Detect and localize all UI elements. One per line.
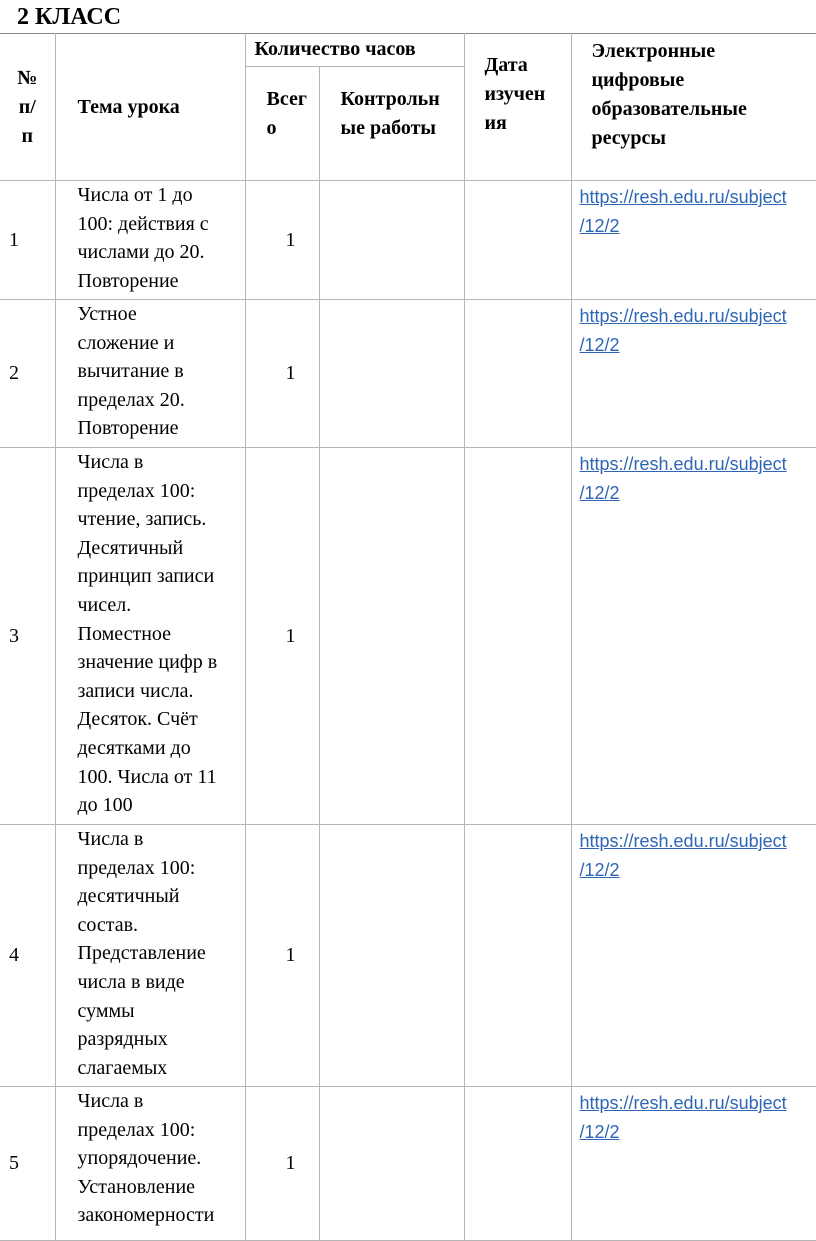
row-total-hours: 1 bbox=[245, 448, 319, 825]
row-resource bbox=[571, 1087, 816, 1241]
header-total-hours: Всег о bbox=[245, 67, 319, 181]
resource-link-line[interactable]: /12/2 bbox=[580, 331, 816, 360]
table-row bbox=[0, 300, 816, 448]
row-resource bbox=[571, 181, 816, 300]
row-topic: Числа в пределах 100: десятичный состав. Представление числа в виде суммы разрядных слагаемых bbox=[55, 825, 245, 1087]
row-total-hours: 1 bbox=[245, 825, 319, 1087]
row-date bbox=[464, 1087, 571, 1241]
row-resource bbox=[571, 825, 816, 1087]
row-number: 5 bbox=[0, 1087, 55, 1241]
row-resource bbox=[571, 300, 816, 448]
resource-link-line[interactable]: /12/2 bbox=[580, 856, 816, 885]
table-row bbox=[0, 825, 816, 1087]
header-number: № п/ п bbox=[0, 34, 55, 181]
row-control-works bbox=[319, 825, 464, 1087]
row-control-works bbox=[319, 300, 464, 448]
resource-link-line[interactable]: https://resh.edu.ru/subject bbox=[580, 1089, 816, 1118]
resource-link-line[interactable]: https://resh.edu.ru/subject bbox=[580, 827, 816, 856]
header-date: Дата изучен ия bbox=[464, 34, 571, 181]
row-number: 4 bbox=[0, 825, 55, 1087]
resource-link-line[interactable]: https://resh.edu.ru/subject bbox=[580, 450, 816, 479]
row-date bbox=[464, 181, 571, 300]
row-topic: Числа в пределах 100: чтение, запись. Десятичный принцип записи чисел. Поместное значение цифр в записи числа. Десяток. Счёт десятками до 100. Числа от 11 до 100 bbox=[55, 448, 245, 825]
row-date bbox=[464, 448, 571, 825]
row-control-works bbox=[319, 448, 464, 825]
row-control-works bbox=[319, 181, 464, 300]
row-date bbox=[464, 300, 571, 448]
row-total-hours: 1 bbox=[245, 181, 319, 300]
row-number: 3 bbox=[0, 448, 55, 825]
resource-link-line[interactable]: /12/2 bbox=[580, 479, 816, 508]
table-row bbox=[0, 1087, 816, 1241]
resource-link-line[interactable]: /12/2 bbox=[580, 212, 816, 241]
row-number: 1 bbox=[0, 181, 55, 300]
row-control-works bbox=[319, 1087, 464, 1241]
lesson-table bbox=[0, 33, 816, 1241]
header-topic: Тема урока bbox=[55, 34, 245, 181]
header-hours-group: Количество часов bbox=[245, 34, 464, 67]
resource-link-line[interactable]: https://resh.edu.ru/subject bbox=[580, 302, 816, 331]
table-row bbox=[0, 448, 816, 825]
row-number: 2 bbox=[0, 300, 55, 448]
resource-link-line[interactable]: /12/2 bbox=[580, 1118, 816, 1147]
resource-link[interactable] bbox=[580, 1089, 816, 1146]
resource-link-line[interactable]: https://resh.edu.ru/subject bbox=[580, 183, 816, 212]
resource-link[interactable] bbox=[580, 302, 816, 359]
header-control-works: Контрольн ые работы bbox=[319, 67, 464, 181]
resource-link[interactable] bbox=[580, 183, 816, 240]
row-total-hours: 1 bbox=[245, 1087, 319, 1241]
row-resource bbox=[571, 448, 816, 825]
page-title: 2 КЛАСС bbox=[17, 2, 121, 32]
header-resources: Электронные цифровые образовательные ресурсы bbox=[571, 34, 816, 181]
row-total-hours: 1 bbox=[245, 300, 319, 448]
row-date bbox=[464, 825, 571, 1087]
row-topic: Устное сложение и вычитание в пределах 20. Повторение bbox=[55, 300, 245, 448]
resource-link[interactable] bbox=[580, 827, 816, 884]
row-topic: Числа от 1 до 100: действия с числами до 20. Повторение bbox=[55, 181, 245, 300]
resource-link[interactable] bbox=[580, 450, 816, 507]
table-row bbox=[0, 181, 816, 300]
row-topic: Числа в пределах 100: упорядочение. Установление закономерности bbox=[55, 1087, 245, 1241]
